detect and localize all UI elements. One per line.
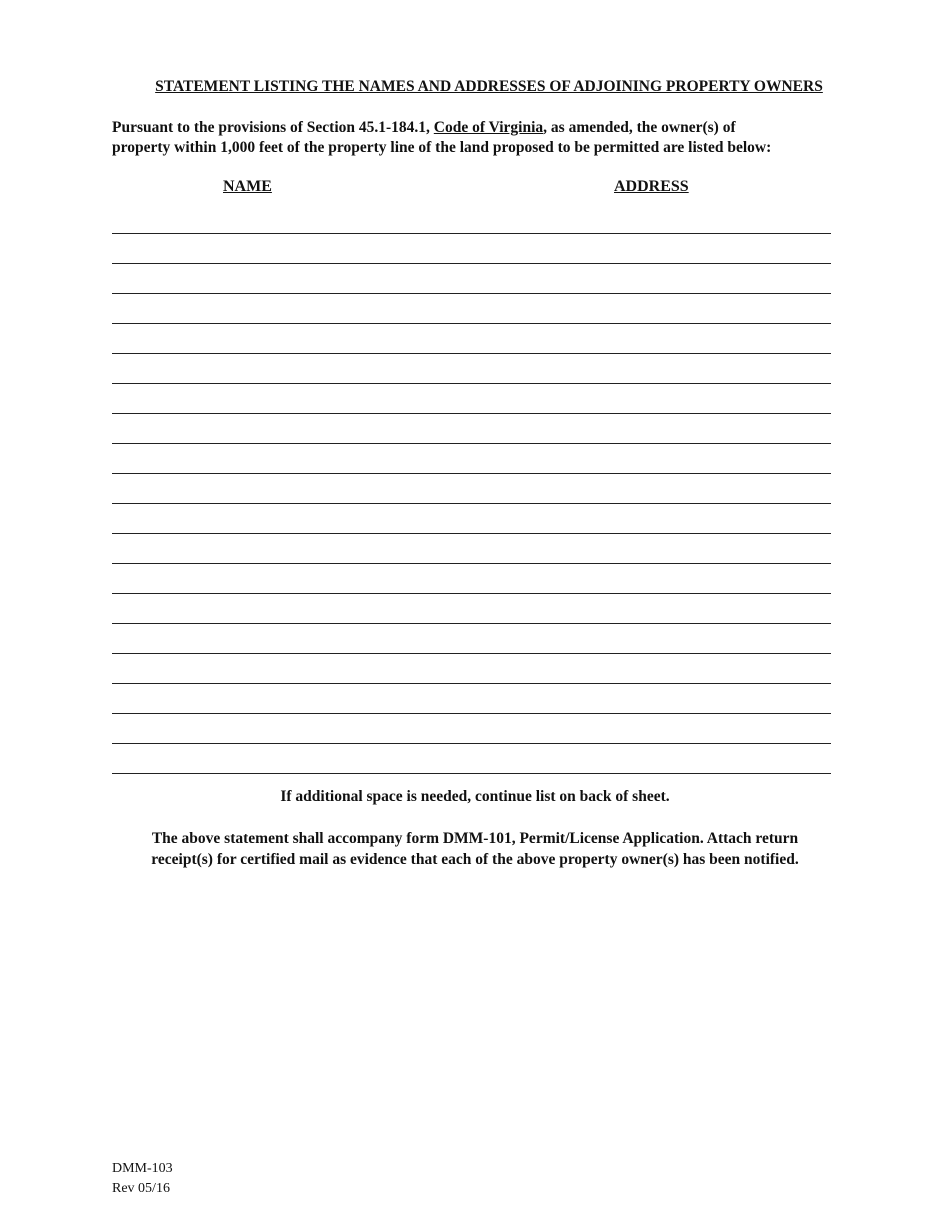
entry-line[interactable] [112,444,831,474]
entry-line[interactable] [112,594,831,624]
entry-line[interactable] [112,414,831,444]
entry-line[interactable] [112,744,831,774]
entry-line[interactable] [112,624,831,654]
entry-line[interactable] [112,714,831,744]
address-column-header: ADDRESS [614,178,689,195]
intro-paragraph [112,118,852,158]
form-title: STATEMENT LISTING THE NAMES AND ADDRESSES OF ADJOINING PROPERTY OWNERS [155,78,823,95]
intro-line-1 [112,118,852,138]
entry-line[interactable] [112,264,831,294]
entry-line[interactable] [112,354,831,384]
intro-prefix: Pursuant to the provisions of Section 45.1-184.1, [112,119,430,136]
name-column-header: NAME [223,178,272,195]
additional-space-note: If additional space is needed, continue list on back of sheet. [280,788,670,805]
entry-line[interactable] [112,474,831,504]
entry-line[interactable] [112,234,831,264]
attachment-instructions [0,828,950,870]
entry-line[interactable] [112,324,831,354]
intro-line-2: property within 1,000 feet of the property line of the land proposed to be permitted are listed below: [112,139,772,156]
attach-line-1: The above statement shall accompany form DMM-101, Permit/License Application. Attach return [151,830,799,847]
form-id: DMM-103 [112,1161,173,1176]
entry-line[interactable] [112,534,831,564]
form-revision: Rev 05/16 [112,1181,170,1196]
entry-line[interactable] [112,564,831,594]
attach-line-2: receipt(s) for certified mail as evidence that each of the above property owner(s) has been notified. [151,851,799,868]
entry-line[interactable] [112,294,831,324]
intro-line1-suffix: , as amended, the owner(s) of [543,119,736,136]
entry-line[interactable] [112,654,831,684]
code-of-virginia-reference: Code of Virginia [433,119,544,136]
entry-lines [112,233,831,774]
entry-line[interactable] [112,504,831,534]
entry-line[interactable] [112,684,831,714]
form-footer [112,1159,173,1199]
entry-line[interactable] [112,384,831,414]
